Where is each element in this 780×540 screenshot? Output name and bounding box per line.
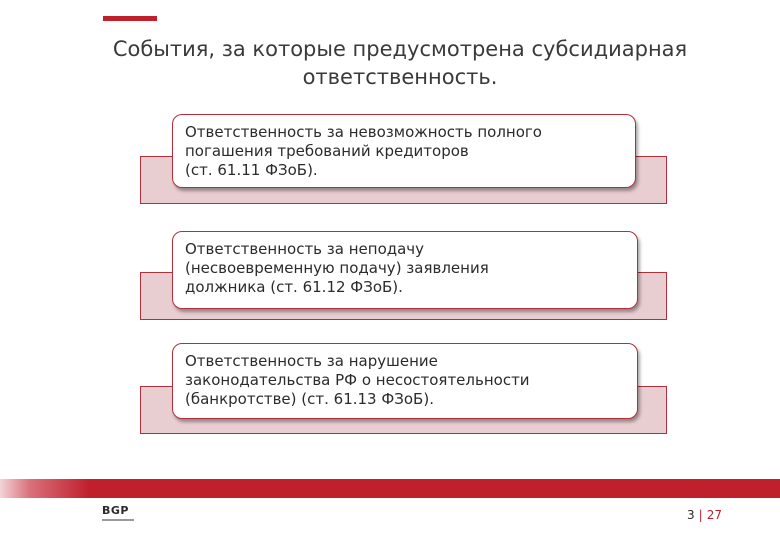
list-item-1-text: Ответственность за невозможность полного погашения требований кредиторов (ст. 61.11 ФЗоБ). <box>172 114 636 188</box>
page-number <box>687 508 722 522</box>
page-current: 3 <box>687 508 695 522</box>
slide-title: События, за которые предусмотрена субсидиарная ответственность. <box>112 37 688 89</box>
page-total: 27 <box>706 508 722 522</box>
page-separator: | <box>698 508 703 522</box>
list-item-3-text: Ответственность за нарушение законодательства РФ о несостоятельности (банкротстве) (ст. 61.13 ФЗоБ). <box>172 343 638 419</box>
list-item-2-text: Ответственность за неподачу (несвоевременную подачу) заявления должника (ст. 61.12 ФЗоБ). <box>172 231 638 309</box>
logo-text: BGP <box>102 504 129 517</box>
logo-subline <box>102 519 134 521</box>
footer-band <box>0 479 780 498</box>
bgp-logo <box>102 505 142 525</box>
title-accent-bar <box>103 16 157 21</box>
